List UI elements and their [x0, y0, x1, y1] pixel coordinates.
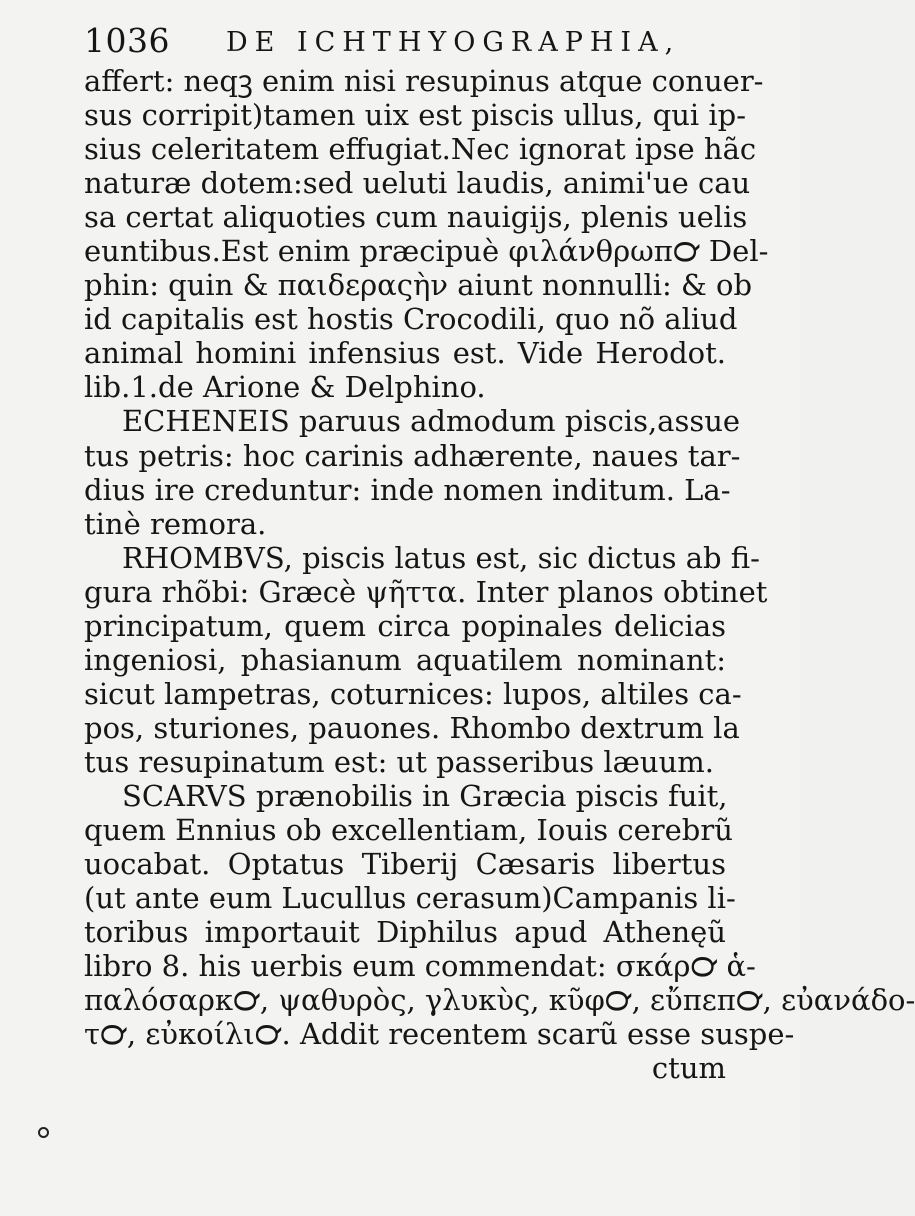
text-line: sus corripit)tamen uix est piscis ullus, qui ip- — [84, 98, 747, 133]
text-line: tinè remora. — [84, 506, 267, 541]
body-text — [84, 64, 915, 1086]
text-line: id capitalis est hostis Crocodili, quo nõ aliud — [84, 302, 738, 337]
text-line: toribus importauit Diphilus apud Athenęũ — [84, 915, 726, 950]
margin-dot-mark — [38, 1127, 49, 1138]
text-line: ingeniosi, phasianum aquatilem nominant: — [84, 642, 726, 677]
text-line: sius celeritatem effugiat.Nec ignorat ipse hãc — [84, 132, 757, 167]
text-line: tus resupinatum est: ut passeribus læuum. — [84, 744, 714, 779]
catchword: ctum — [651, 1051, 726, 1086]
paragraph-start-scarus: SCARVS prænobilis in Græcia piscis fuit, — [122, 778, 728, 813]
paragraph-start-rhombus: RHOMBVS, piscis latus est, sic dictus ab fi- — [122, 540, 760, 575]
running-title: DE ICHTHYOGRAPHIA, — [226, 27, 681, 58]
text-line: dius ire creduntur: inde nomen inditum. La- — [84, 472, 731, 507]
text-line: (ut ante eum Lucullus cerasum)Campanis li- — [84, 881, 736, 916]
text-line: gura rhõbi: Græcè ψῆττα. Inter planos obtinet — [84, 574, 768, 609]
text-line: affert: neqꝫ enim nisi resupinus atque conuer- — [84, 64, 764, 98]
text-line: euntibus.Est enim præcipuè φιλάνθρωπ℺ Del- — [84, 234, 769, 269]
text-line: naturæ dotem:sed ueluti laudis, animi'ue cau — [84, 166, 751, 201]
text-line: lib.1.de Arione & Delphino. — [84, 370, 486, 405]
text-line: libro 8. his uerbis eum commendat: σκάρ℺ ἁ- — [84, 949, 756, 984]
text-line: sicut lampetras, coturnices: lupos, altiles ca- — [84, 676, 742, 711]
text-line: phin: quin & παιδεραςὴν aiunt nonnulli: & ob — [84, 268, 753, 303]
text-line: τ℺, εὐκοίλι℺. Addit recentem scarũ esse suspe- — [84, 1017, 795, 1052]
page-number: 1036 — [84, 21, 170, 60]
text-line: pos, sturiones, pauones. Rhombo dextrum la — [84, 710, 740, 745]
text-line: uocabat. Optatus Tiberij Cæsaris libertus — [84, 847, 726, 882]
text-line: παλόσαρκ℺, ψαθυρὸς, γλυκὺς, κῦφ℺, εὔπεπ℺, εὐανάδο- — [84, 983, 915, 1018]
text-line: sa certat aliquoties cum nauigijs, plenis uelis — [84, 200, 748, 235]
text-line: principatum, quem circa popinales delicias — [84, 608, 726, 643]
text-line: quem Ennius ob excellentiam, Iouis cerebrũ — [84, 813, 733, 848]
text-line: animal homini infensius est. Vide Herodot. — [84, 336, 726, 371]
text-line: tus petris: hoc carinis adhærente, naues tar- — [84, 438, 741, 473]
page-header — [84, 18, 724, 64]
paragraph-start-echeneis: ECHENEIS paruus admodum piscis,assue — [122, 404, 741, 439]
